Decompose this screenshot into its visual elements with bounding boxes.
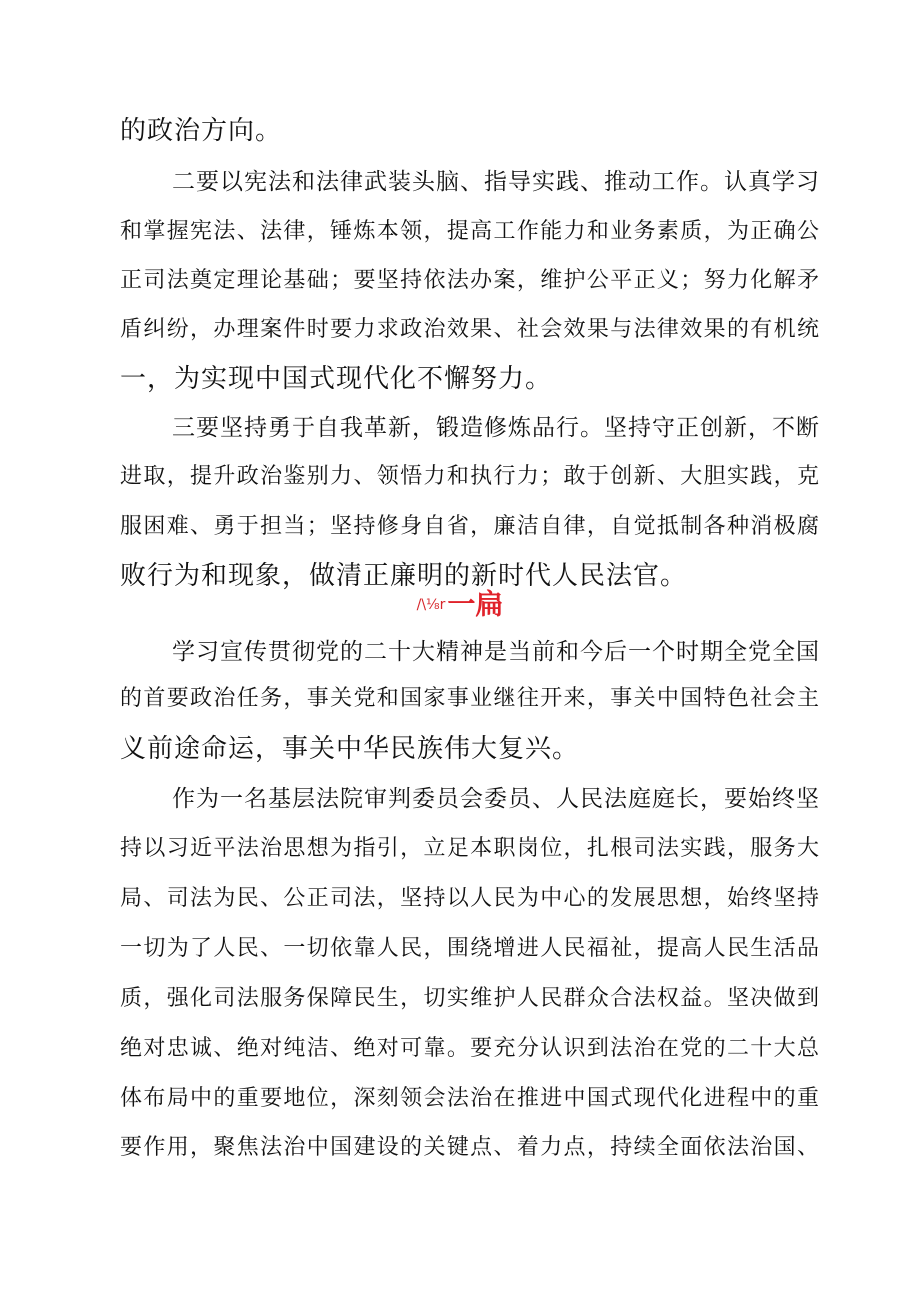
paragraph-line: 三要坚持勇于自我革新，锻造修炼品行。坚持守正创新，不断 — [172, 415, 820, 441]
paragraph-line: 进取，提升政治鉴别力、领悟力和执行力；敢于创新、大胆实践，克 — [120, 464, 820, 489]
paragraph-line: 一，为实现中国式现代化不懈努力。 — [120, 364, 553, 394]
paragraph-line: 盾纠纷，办理案件时要力求政治效果、社会效果与法律效果的有机统 — [120, 317, 820, 342]
paragraph-line: 作为一名基层法院审判委员会委员、人民法庭庭长，要始终坚 — [172, 786, 820, 812]
section-heading — [0, 584, 920, 624]
paragraph-line: 和掌握宪法、法律，锤炼本领，提高工作能力和业务素质，为正确公 — [120, 219, 820, 244]
paragraph-line: 一切为了人民、一切依靠人民，围绕增进人民福祉，提高人民生活品 — [120, 936, 820, 961]
paragraph-line: 二要以宪法和法律武装头脑、指导实践、推动工作。认真学习 — [172, 169, 820, 195]
paragraph-line: 质，强化司法服务保障民生，切实维护人民群众合法权益。坚决做到 — [120, 986, 820, 1011]
paragraph-line: 败行为和现象，做清正廉明的新时代人民法官。 — [120, 561, 688, 591]
paragraph-line: 绝对忠诚、绝对纯洁、绝对可靠。要充分认识到法治在党的二十大总 — [120, 1036, 820, 1061]
paragraph-line: 义前途命运，事关中华民族伟大复兴。 — [120, 734, 580, 764]
paragraph-line: 的首要政治任务，事关党和国家事业继往开来，事关中国特色社会主 — [120, 686, 820, 711]
paragraph-line: 局、司法为民、公正司法，坚持以人民为中心的发展思想，始终坚持 — [120, 886, 820, 911]
paragraph-line: 要作用，聚焦法治中国建设的关键点、着力点，持续全面依法治国、 — [120, 1135, 820, 1160]
paragraph-line: 正司法奠定理论基础；要坚持依法办案，维护公平正义；努力化解矛 — [120, 268, 820, 293]
heading-prefix: /\⅛r — [416, 596, 446, 613]
paragraph-line: 持以习近平法治思想为指引，立足本职岗位，扎根司法实践，服务大 — [120, 836, 820, 861]
paragraph-line: 学习宣传贯彻党的二十大精神是当前和今后一个时期全党全国 — [172, 639, 820, 665]
heading-main: 一扁 — [447, 587, 504, 621]
paragraph-line: 的政治方向。 — [120, 116, 283, 146]
paragraph-line: 体布局中的重要地位，深刻领会法治在推进中国式现代化进程中的重 — [120, 1086, 820, 1111]
paragraph-line: 服困难、勇于担当；坚持修身自省，廉洁自律，自觉抵制各种消极腐 — [120, 514, 820, 539]
